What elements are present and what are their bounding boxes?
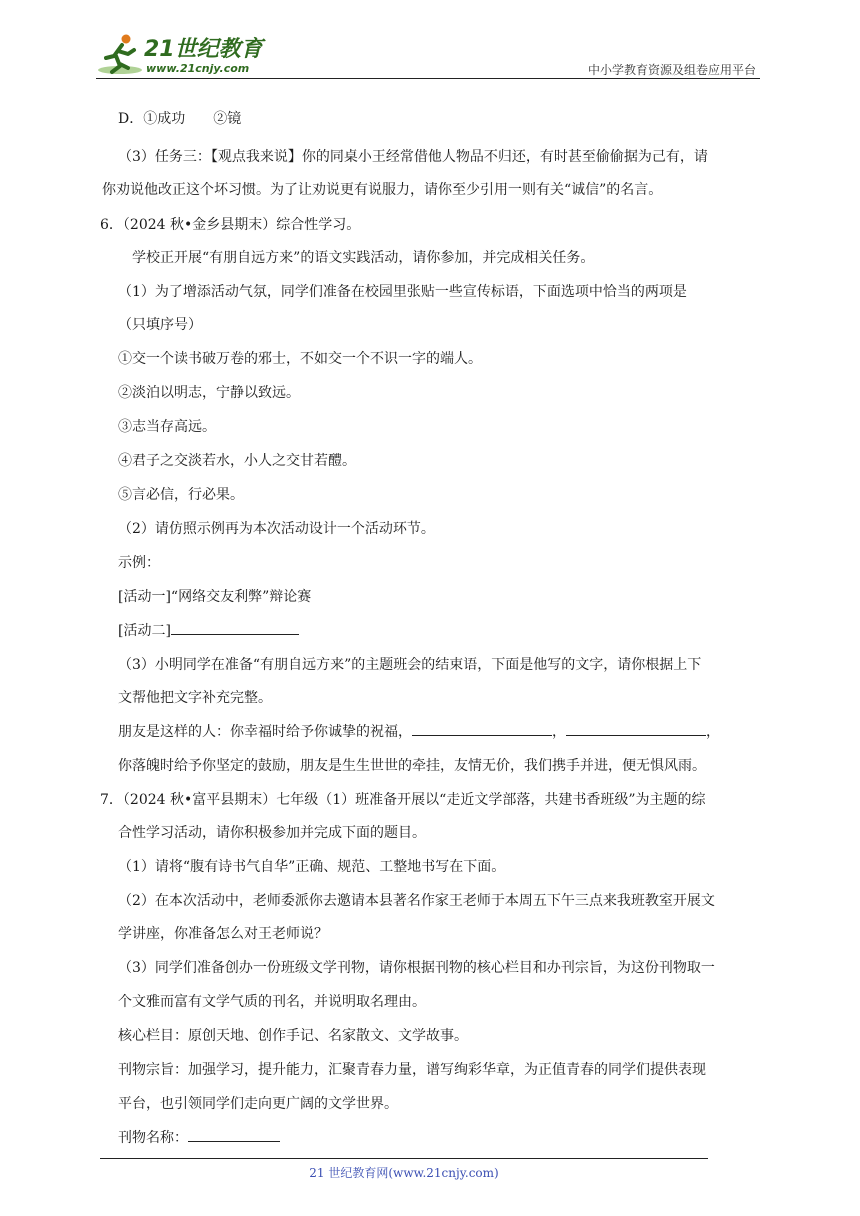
publication-title-blank[interactable] bbox=[188, 1127, 280, 1142]
q6-part3-cont: 文帮他把文字补充完整。 bbox=[118, 690, 272, 706]
q7-part2-cont: 学讲座，你准备怎么对王老师说？ bbox=[118, 926, 328, 942]
option-1: ①交一个读书破万卷的邪士，不如交一个不识一字的端人。 bbox=[118, 351, 482, 367]
option-5: ⑤言必信，行必果。 bbox=[118, 487, 244, 503]
q7-part2: （2）在本次活动中，老师委派你去邀请本县著名作家王老师于本周五下午三点来我班教室开展文 bbox=[118, 893, 715, 909]
publication-aim-cont: 平台，也引领同学们走向更广阔的文学世界。 bbox=[118, 1096, 398, 1112]
friend-sentence-start: 朋友是这样的人：你幸福时给予你诚挚的祝福， bbox=[118, 724, 412, 740]
friend-blank-2[interactable] bbox=[566, 721, 706, 736]
question-6-title: （2024 秋•金乡县期末）综合性学习。 bbox=[122, 217, 361, 233]
platform-title: 中小学教育资源及组卷应用平台 bbox=[587, 63, 756, 77]
friend-sentence bbox=[118, 721, 720, 741]
publication-title-label: 刊物名称： bbox=[118, 1130, 188, 1146]
q7-part3: （3）同学们准备创办一份班级文学刊物，请你根据刊物的核心栏目和办刊宗旨，为这份刊物取一 bbox=[118, 960, 715, 976]
core-columns: 核心栏目：原创天地、创作手记、名家散文、文学故事。 bbox=[118, 1028, 468, 1044]
activity-2 bbox=[118, 620, 299, 640]
question-7-number: 7． bbox=[100, 792, 123, 808]
option-4: ④君子之交淡若水，小人之交甘若醴。 bbox=[118, 453, 356, 469]
activity-2-blank[interactable] bbox=[171, 620, 299, 635]
task3-text: （3）任务三：【观点我来说】你的同桌小王经常借他人物品不归还，有时甚至偷偷据为己有，请 bbox=[118, 149, 708, 165]
friend-comma: ， bbox=[552, 724, 566, 740]
example-label: 示例： bbox=[118, 555, 160, 571]
q6-part2: （2）请仿照示例再为本次活动设计一个活动环节。 bbox=[118, 521, 435, 537]
brand-url: www.21cnjy.com bbox=[146, 62, 250, 75]
q7-part3-cont: 个文雅而富有文学气质的刊名，并说明取名理由。 bbox=[118, 994, 426, 1010]
q6-part3: （3）小明同学在准备“有朋自远方来”的主题班会的结束语，下面是他写的文字，请你根据上下 bbox=[118, 657, 702, 673]
header-divider bbox=[96, 78, 760, 79]
page-header bbox=[96, 30, 760, 80]
q6-part1: （1）为了增添活动气氛，同学们准备在校园里张贴一些宣传标语，下面选项中恰当的两项是 bbox=[118, 284, 687, 300]
question-7-cont: 合性学习活动，请你积极参加并完成下面的题目。 bbox=[118, 825, 426, 841]
option-2: ②淡泊以明志，宁静以致远。 bbox=[118, 385, 300, 401]
friend-comma-2: ， bbox=[706, 724, 720, 740]
question-6-intro: 学校正开展“有朋自远方来”的语文实践活动，请你参加，并完成相关任务。 bbox=[132, 250, 595, 266]
publication-title bbox=[118, 1127, 280, 1147]
task3-text-cont: 你劝说他改正这个坏习惯。为了让劝说更有说服力，请你至少引用一则有关“诚信”的名言。 bbox=[102, 182, 663, 198]
page-footer: 21 世纪教育网(www.21cnjy.com) bbox=[309, 1166, 499, 1180]
q6-part1-cont: （只填序号） bbox=[118, 317, 202, 333]
brand-name: 21世纪教育 bbox=[144, 37, 263, 62]
publication-aim: 刊物宗旨：加强学习，提升能力，汇聚青春力量，谱写绚彩华章，为正值青春的同学们提供表现 bbox=[118, 1062, 706, 1078]
question-7-header bbox=[100, 789, 705, 809]
option-d: D．①成功 ②镜 bbox=[118, 111, 242, 127]
footer-divider bbox=[100, 1158, 708, 1159]
q7-part1: （1）请将“腹有诗书气自华”正确、规范、工整地书写在下面。 bbox=[118, 859, 506, 875]
activity-2-label: [活动二] bbox=[118, 623, 171, 639]
activity-1: [活动一]“网络交友利弊”辩论赛 bbox=[118, 589, 312, 605]
friend-sentence-cont: 你落魄时给予你坚定的鼓励，朋友是生生世世的牵挂，友情无价，我们携手并进，便无惧风雨。 bbox=[118, 758, 706, 774]
question-7-title: （2024 秋•富平县期末）七年级（1）班准备开展以“走近文学部落，共建书香班级”为主题的综 bbox=[122, 792, 706, 808]
question-6-number: 6． bbox=[100, 217, 123, 233]
friend-blank-1[interactable] bbox=[412, 721, 552, 736]
question-6-header bbox=[100, 214, 360, 234]
option-3: ③志当存高远。 bbox=[118, 419, 216, 435]
